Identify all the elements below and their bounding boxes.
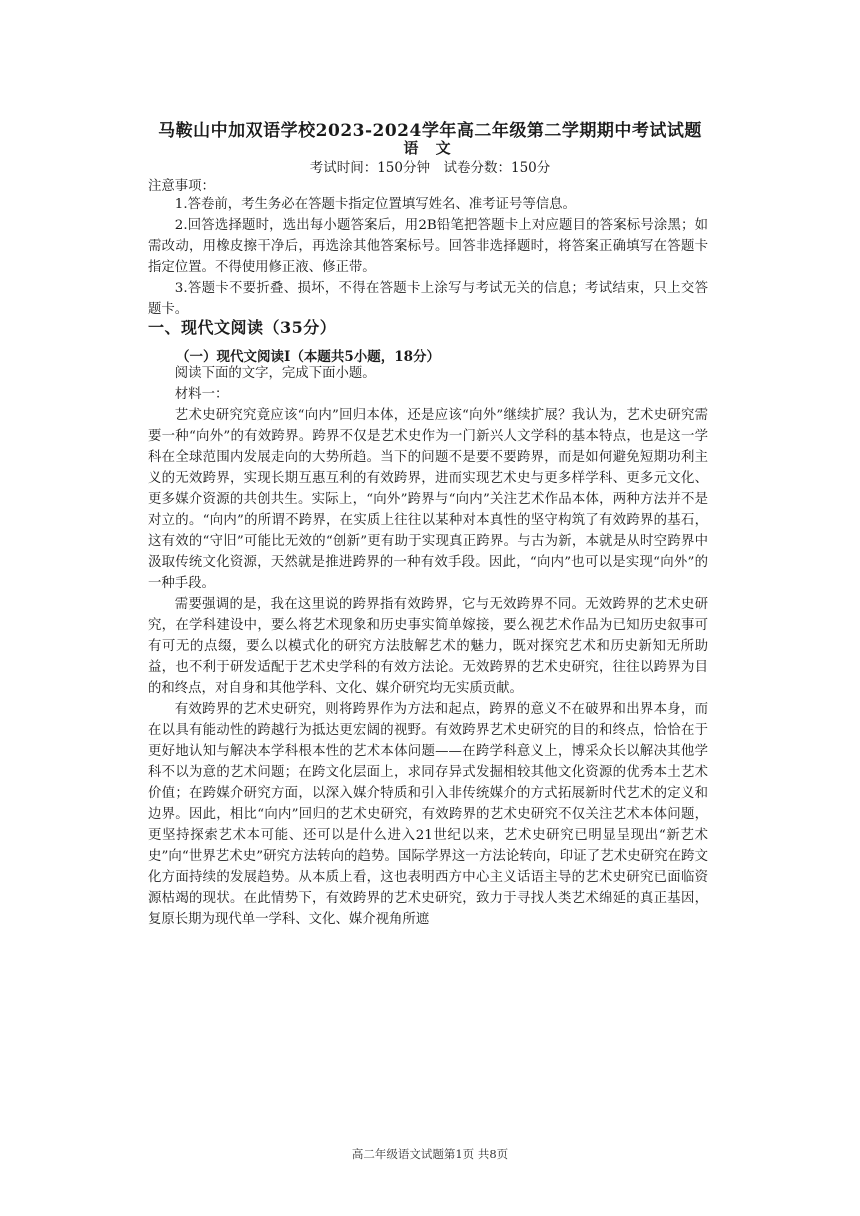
notice-item: 3.答题卡不要折叠、损坏，不得在答题卡上涂写与考试无关的信息；考试结束，只上交答题卡。 xyxy=(148,281,708,317)
instruction-text: 阅读下面的文字，完成下面小题。 xyxy=(174,366,376,381)
subject-label: 语 文 xyxy=(403,139,457,157)
reading-passage xyxy=(148,363,708,930)
notice-heading: 注意事项： xyxy=(148,179,215,194)
exam-title: 马鞍山中加双语学校2023-2024学年高二年级第二学期期中考试试题 xyxy=(158,121,702,141)
notice-item: 2.回答选择题时，选出每小题答案后，用2B铅笔把答题卡上对应题目的答案标号涂黑；如需改动，用橡皮擦干净后，再选涂其他答案标号。回答非选择题时，将答案正确填写在答题卡指定位置。不得使用修正液、修正带。 xyxy=(148,218,708,275)
sub-section-heading: （一）现代文阅读Ⅰ（本题共5小题，18分） xyxy=(176,349,440,365)
notice-list xyxy=(148,194,708,320)
section-heading: 一、现代文阅读（35分） xyxy=(148,318,337,337)
notice-item: 1.答卷前，考生务必在答题卡指定位置填写姓名、准考证号等信息。 xyxy=(174,197,576,212)
passage-paragraph: 需要强调的是，我在这里说的跨界指有效跨界，它与无效跨界不同。无效跨界的艺术史研究，在学科建设中，要么将艺术现象和历史事实简单嫁接，要么视艺术作品为已知历史叙事可有可无的点缀，要么以模式化的研究方法肢解艺术的魅力，既对探究艺术和历史新知无所助益，也不利于研发适配于艺术史学科的有效方法论。无效跨界的艺术史研究，往往以跨界为目的和终点，对自身和其他学科、文化、媒介研究均无实质贡献。 xyxy=(148,597,708,696)
passage-paragraph: 艺术史研究究竟应该“向内”回归本体，还是应该“向外”继续扩展？我认为，艺术史研究需要一种“向外”的有效跨界。跨界不仅是艺术史作为一门新兴人文学科的基本特点，也是这一学科在全球范围内发展走向的大势所趋。当下的问题不是要不要跨界，而是如何避免短期功利主义的无效跨界，实现长期互惠互利的有效跨界，进而实现艺术史与更多样学科、更多元文化、更多媒介资源的共创共生。实际上，“向外”跨界与“向内”关注艺术作品本体，两种方法并不是对立的。“向内”的所谓不跨界，在实质上往往以某种对本真性的坚守构筑了有效跨界的基石，这有效的“守旧”可能比无效的“创新”更有助于实现真正跨界。与古为新，本就是从时空跨界中汲取传统文化资源，天然就是推进跨界的一种有效手段。因此，“向内”也可以是实现“向外”的一种手段。 xyxy=(148,408,708,591)
material-label: 材料一： xyxy=(174,387,229,402)
page-footer: 高二年级语文试题第1页 共8页 xyxy=(351,1147,509,1161)
exam-info: 考试时间：150分钟 试卷分数：150分 xyxy=(309,160,551,176)
passage-paragraph: 有效跨界的艺术史研究，则将跨界作为方法和起点，跨界的意义不在破界和出界本身，而在以具有能动性的跨越行为抵达更宏阔的视野。有效跨界艺术史研究的目的和终点，恰恰在于更好地认知与解决本学科根本性的艺术本体问题——在跨学科意义上，博采众长以解决其他学科不以为意的艺术问题；在跨文化层面上，求同存异式发掘相较其他文化资源的优秀本土艺术价值；在跨媒介研究方面，以深入媒介特质和引入非传统媒介的方式拓展新时代艺术的定义和边界。因此，相比“向内”回归的艺术史研究，有效跨界的艺术史研究不仅关注艺术本体问题，更坚持探索艺术本可能、还可以是什么进入21世纪以来，艺术史研究已明显呈现出“新艺术史”向“世界艺术史”研究方法转向的趋势。国际学界这一方法论转向，印证了艺术史研究在跨文化方面持续的发展趋势。从本质上看，这也表明西方中心主义话语主导的艺术史研究已面临资源枯竭的现状。在此情势下，有效跨界的艺术史研究，致力于寻找人类艺术绵延的真正基因，复原长期为现代单一学科、文化、媒介视角所遮 xyxy=(148,702,708,927)
